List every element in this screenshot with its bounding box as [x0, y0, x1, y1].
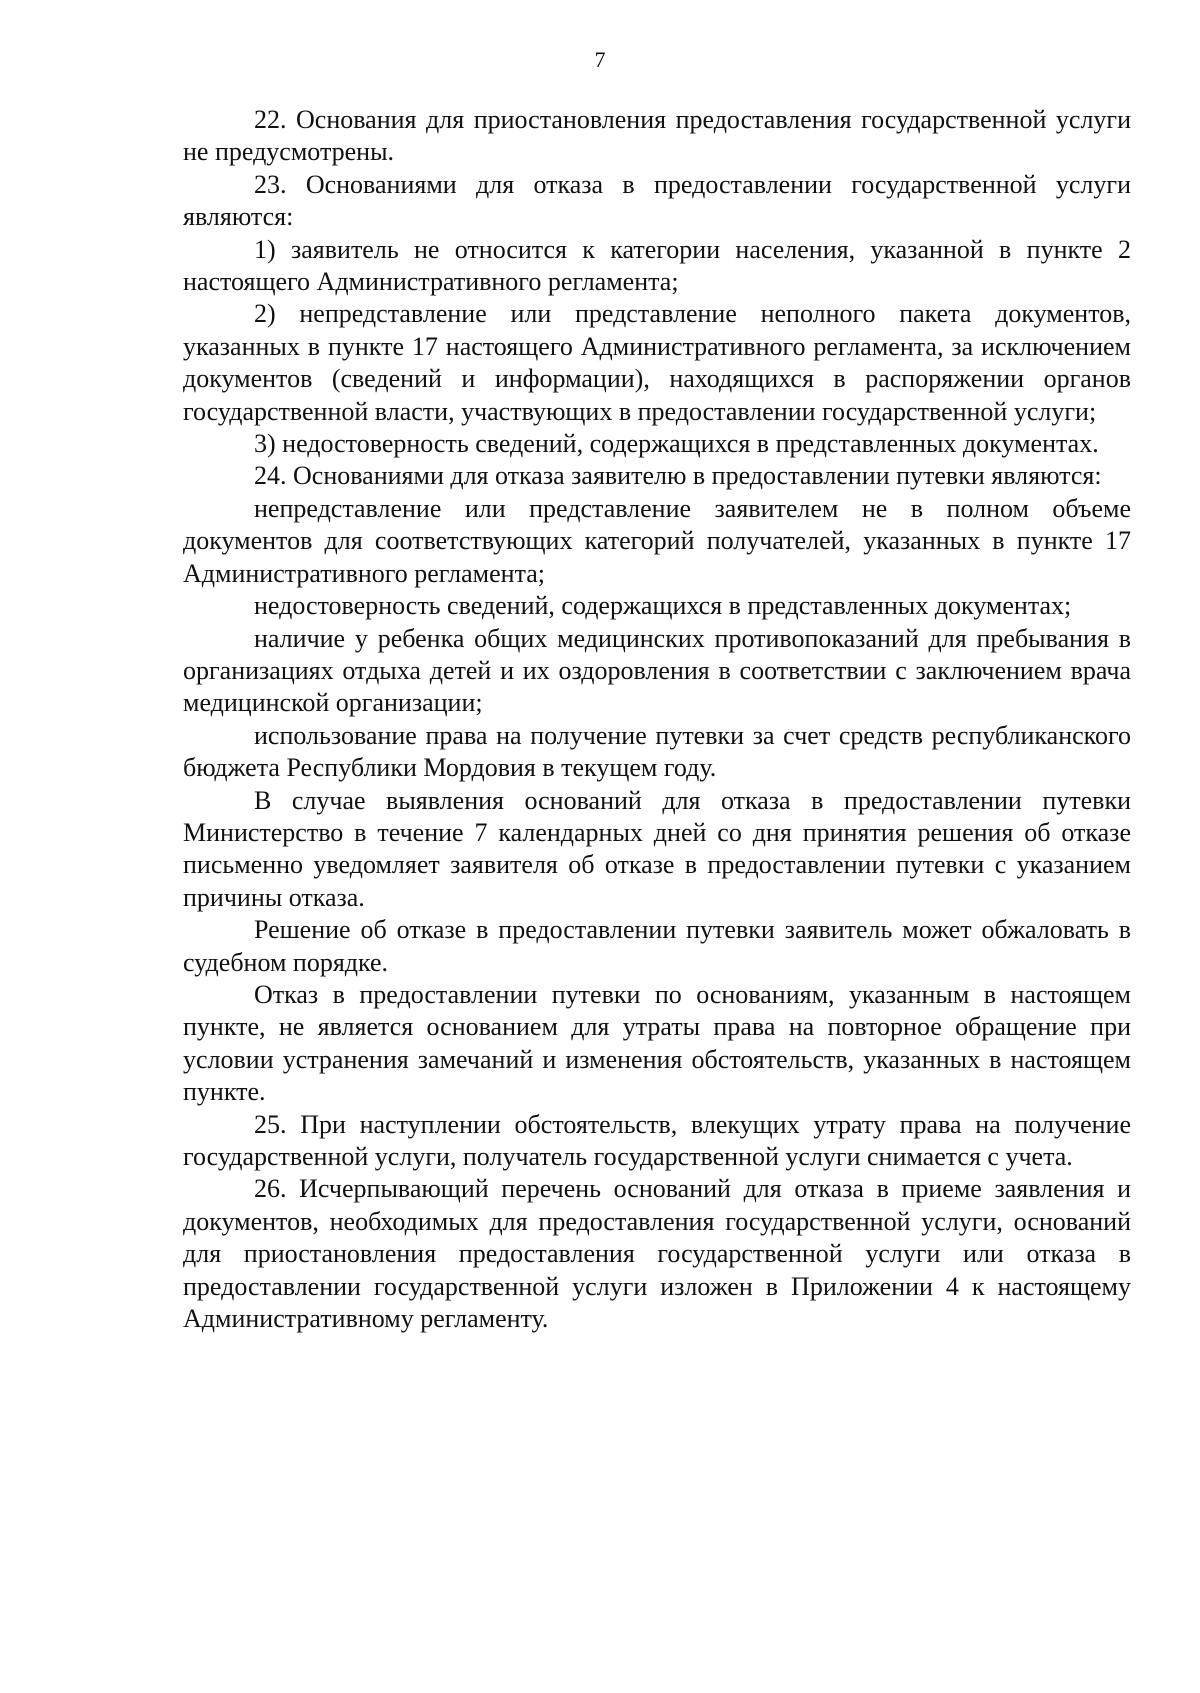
- list-item: наличие у ребенка общих медицинских противопоказаний для пребывания в организациях отдыха детей и их оздоровления в соответствии с заключением врача медицинской организации;: [183, 623, 1131, 718]
- paragraph-26: 26. Исчерпывающий перечень оснований для отказа в приеме заявления и документов, необходимых для предоставления государственной услуги, оснований для приостановления предоставления государственной услуги или отказа в предоставлении государственной услуги изложен в Приложении 4 к настоящему Административному регламенту.: [183, 1174, 1131, 1334]
- list-item: 1) заявитель не относится к категории населения, указанной в пункте 2 настоящего Административного регламента;: [183, 234, 1131, 297]
- document-body: [183, 104, 1131, 1335]
- paragraph-24: 24. Основаниями для отказа заявителю в предоставлении путевки являются:: [254, 461, 1102, 491]
- paragraph-23: 23. Основаниями для отказа в предоставлении государственной услуги являются:: [183, 169, 1131, 232]
- list-item: использование права на получение путевки за счет средств республиканского бюджета Республики Мордовия в текущем году.: [183, 720, 1131, 783]
- paragraph-22: 22. Основания для приостановления предоставления государственной услуги не предусмотрены.: [183, 105, 1131, 167]
- list-item: 2) непредставление или представление неполного пакета документов, указанных в пункте 17 настоящего Административного регламента, за исключением документов (сведений и информации), находящихся в распоряжении органов государственной власти, участвующих в предоставлении государственной услуги;: [183, 299, 1131, 426]
- list-item: непредставление или представление заявителем не в полном объеме документов для соответствующих категорий получателей, указанных в пункте 17 Административного регламента;: [183, 493, 1131, 588]
- paragraph: В случае выявления оснований для отказа в предоставлении путевки Министерство в течение 7 календарных дней со дня принятия решения об отказе письменно уведомляет заявителя об отказе в предоставлении путевки с указанием причины отказа.: [183, 785, 1131, 912]
- list-item: недостоверность сведений, содержащихся в представленных документах;: [254, 591, 1072, 621]
- paragraph: Отказ в предоставлении путевки по основаниям, указанным в настоящем пункте, не является основанием для утраты права на повторное обращение при условии устранения замечаний и изменения обстоятельств, указанных в настоящем пункте.: [183, 979, 1131, 1107]
- page-number: 7: [594, 47, 606, 72]
- paragraph: Решение об отказе в предоставлении путевки заявитель может обжаловать в судебном порядке.: [183, 915, 1131, 977]
- paragraph-25: 25. При наступлении обстоятельств, влекущих утрату права на получение государственной услуги, получатель государственной услуги снимается с учета.: [183, 1109, 1131, 1171]
- list-item: 3) недостоверность сведений, содержащихся в представленных документах.: [254, 429, 1099, 459]
